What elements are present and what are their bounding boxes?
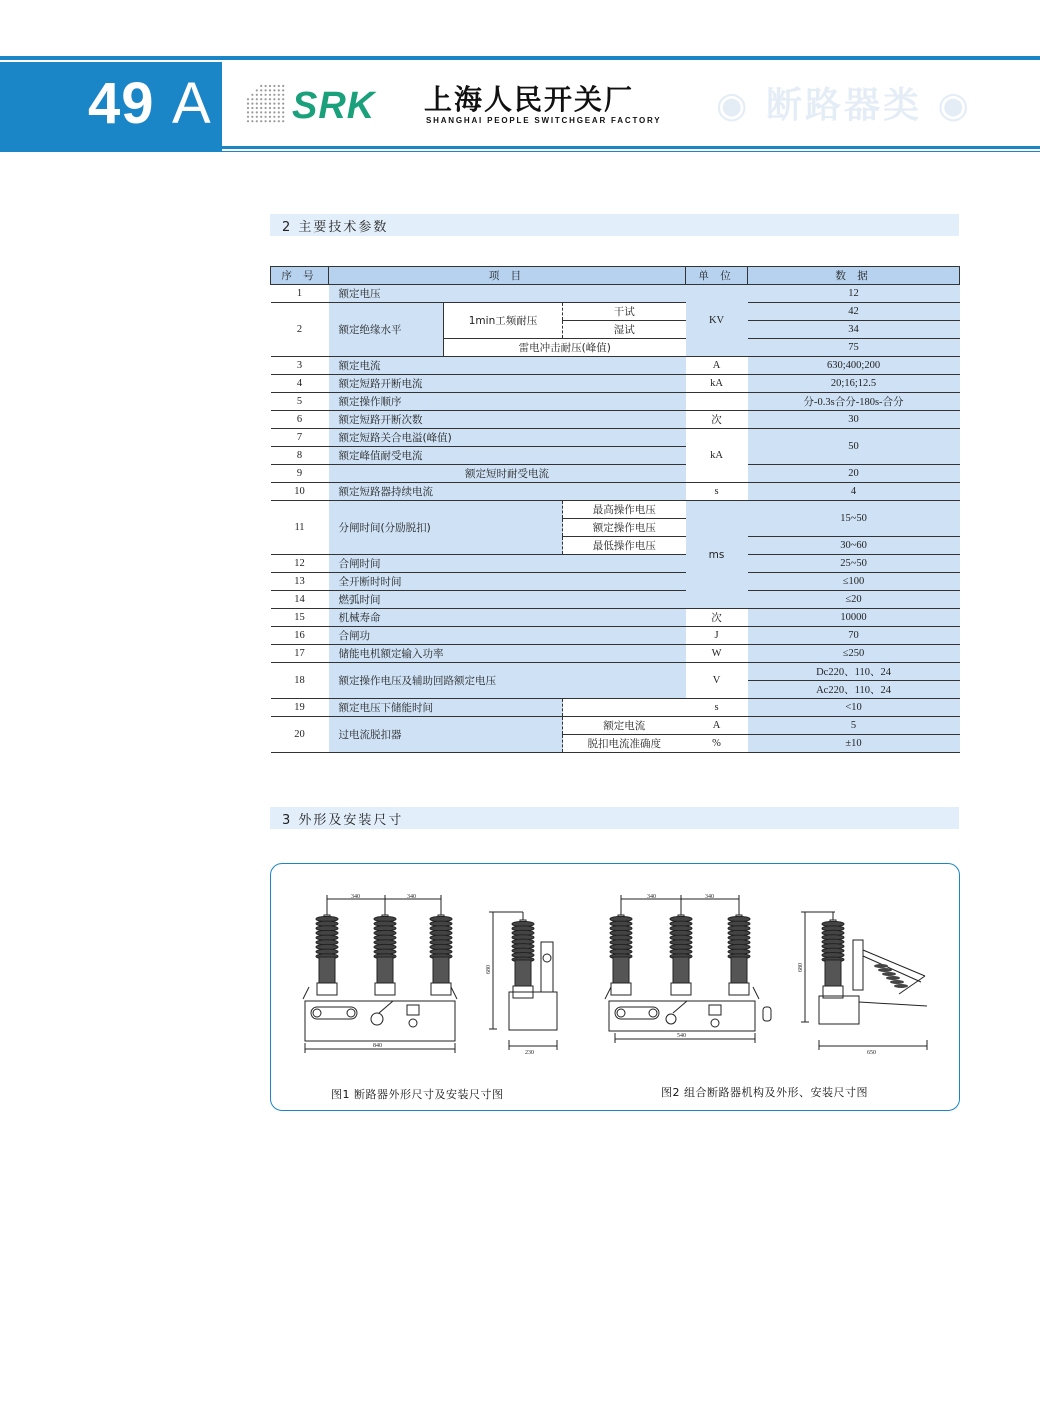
header-data: 数 据 xyxy=(748,267,960,285)
row-item: 额定短时耐受电流 xyxy=(329,465,686,483)
table-row xyxy=(271,663,960,681)
table-row xyxy=(271,375,960,393)
table-row xyxy=(271,411,960,429)
row-no: 16 xyxy=(271,627,329,645)
brand-logo: SRK xyxy=(292,85,376,127)
row-item: 合闸时间 xyxy=(329,555,686,573)
table-header-row xyxy=(271,267,960,285)
row-data: <10 xyxy=(748,699,960,717)
table-row xyxy=(271,555,960,573)
row-item: 额定短路器持续电流 xyxy=(329,483,686,501)
row-unit: A xyxy=(686,357,748,375)
row-subitem: 湿试 xyxy=(563,321,686,339)
figure-1-front-view xyxy=(301,889,471,1059)
row-data: 42 xyxy=(748,303,960,321)
row-data: 15~50 xyxy=(748,501,960,537)
row-unit: W xyxy=(686,645,748,663)
section-3-bar xyxy=(270,807,959,829)
row-unit: 次 xyxy=(686,609,748,627)
header-no: 序 号 xyxy=(271,267,329,285)
row-data: Dc220、110、24 xyxy=(748,663,960,681)
row-unit: kA xyxy=(686,375,748,393)
row-unit: J xyxy=(686,627,748,645)
row-item: 额定电流 xyxy=(329,357,686,375)
section-2-title: 2 主要技术参数 xyxy=(282,220,389,235)
row-subitem: 脱扣电流准确度 xyxy=(563,735,686,753)
row-subitem: 1min工频耐压 xyxy=(444,303,563,339)
row-item: 额定操作电压及辅助回路额定电压 xyxy=(329,663,686,699)
row-item: 额定绝缘水平 xyxy=(329,303,444,357)
row-unit: s xyxy=(686,483,748,501)
company-name-en: SHANGHAI PEOPLE SWITCHGEAR FACTORY xyxy=(426,116,662,125)
table-row xyxy=(271,393,960,411)
row-unit: s xyxy=(686,699,748,717)
fig2-dim-a: 340 xyxy=(647,894,656,900)
row-unit: KV xyxy=(686,285,748,357)
row-no: 14 xyxy=(271,591,329,609)
figure-1-side-view xyxy=(483,904,573,1059)
row-data: 630;400;200 xyxy=(748,357,960,375)
row-data: 34 xyxy=(748,321,960,339)
row-subitem: 最低操作电压 xyxy=(563,537,686,555)
table-row xyxy=(271,573,960,591)
row-unit: kA xyxy=(686,429,748,483)
row-no: 13 xyxy=(271,573,329,591)
table-row xyxy=(271,699,960,717)
row-subitem: 雷电冲击耐压(峰值) xyxy=(444,339,686,357)
row-subitem: 干试 xyxy=(563,303,686,321)
row-data: ≤20 xyxy=(748,591,960,609)
table-row xyxy=(271,465,960,483)
fig2-dim-height: 680 xyxy=(798,963,804,972)
row-no: 2 xyxy=(271,303,329,357)
table-row xyxy=(271,483,960,501)
row-no: 6 xyxy=(271,411,329,429)
row-item: 机械寿命 xyxy=(329,609,686,627)
figure-2-caption: 图2 组合断路器机构及外形、安装尺寸图 xyxy=(661,1086,868,1099)
table-row xyxy=(271,591,960,609)
table-row xyxy=(271,429,960,447)
row-no: 1 xyxy=(271,285,329,303)
fig2-dim-depth: 650 xyxy=(867,1050,876,1056)
row-no: 3 xyxy=(271,357,329,375)
table-row xyxy=(271,303,960,321)
figure-2-front-view xyxy=(601,889,781,1059)
row-item: 额定操作顺序 xyxy=(329,393,686,411)
fig1-dim-b: 340 xyxy=(407,894,416,900)
row-no: 10 xyxy=(271,483,329,501)
fig1-dim-depth: 230 xyxy=(525,1050,534,1056)
row-no: 8 xyxy=(271,447,329,465)
fig2-dim-width: 540 xyxy=(677,1033,686,1039)
row-subitem: 额定操作电压 xyxy=(563,519,686,537)
row-data: 12 xyxy=(748,285,960,303)
row-item: 额定短路开断电流 xyxy=(329,375,686,393)
row-no: 5 xyxy=(271,393,329,411)
row-data: 70 xyxy=(748,627,960,645)
row-subitem: 额定电流 xyxy=(563,717,686,735)
spec-table xyxy=(270,266,960,753)
figure-2-side-view xyxy=(799,904,949,1059)
table-row xyxy=(271,285,960,303)
row-data: ≤250 xyxy=(748,645,960,663)
row-unit: 次 xyxy=(686,411,748,429)
table-row xyxy=(271,357,960,375)
row-item: 过电流脱扣器 xyxy=(329,717,563,753)
row-no: 20 xyxy=(271,717,329,753)
page-suffix: A xyxy=(172,71,211,136)
table-row xyxy=(271,627,960,645)
fig2-dim-b: 340 xyxy=(705,894,714,900)
table-row xyxy=(271,501,960,519)
row-no: 15 xyxy=(271,609,329,627)
row-item: 全开断时时间 xyxy=(329,573,686,591)
row-no: 19 xyxy=(271,699,329,717)
brand-dots-icon xyxy=(246,84,286,124)
row-no: 4 xyxy=(271,375,329,393)
header-top-line xyxy=(0,56,1040,60)
row-item: 燃弧时间 xyxy=(329,591,686,609)
row-no: 18 xyxy=(271,663,329,699)
table-row xyxy=(271,645,960,663)
row-unit xyxy=(686,393,748,411)
row-data: ±10 xyxy=(748,735,960,753)
figure-box xyxy=(270,863,960,1111)
row-subitem: 最高操作电压 xyxy=(563,501,686,519)
row-data: 30~60 xyxy=(748,537,960,555)
section-3-title: 3 外形及安装尺寸 xyxy=(282,813,404,828)
row-data: 5 xyxy=(748,717,960,735)
row-unit: ms xyxy=(686,501,748,609)
section-2-bar xyxy=(270,214,959,236)
row-data: 30 xyxy=(748,411,960,429)
row-subitem xyxy=(563,699,686,717)
fig1-dim-width: 840 xyxy=(373,1043,382,1049)
row-data: 75 xyxy=(748,339,960,357)
row-data: 20 xyxy=(748,465,960,483)
row-data: 20;16;12.5 xyxy=(748,375,960,393)
row-item: 额定电压下储能时间 xyxy=(329,699,563,717)
row-item: 额定峰值耐受电流 xyxy=(329,447,686,465)
row-item: 额定电压 xyxy=(329,285,686,303)
row-item: 额定短路关合电溢(峰值) xyxy=(329,429,686,447)
row-item: 储能电机额定输入功率 xyxy=(329,645,686,663)
category-title: ◉ 断路器类 ◉ xyxy=(716,85,972,126)
row-no: 9 xyxy=(271,465,329,483)
row-unit: % xyxy=(686,735,748,753)
figure-1-caption: 图1 断路器外形尺寸及安装尺寸图 xyxy=(331,1088,504,1101)
row-item: 合闸功 xyxy=(329,627,686,645)
table-row xyxy=(271,609,960,627)
row-item: 额定短路开断次数 xyxy=(329,411,686,429)
row-data: 4 xyxy=(748,483,960,501)
fig1-dim-a: 340 xyxy=(351,894,360,900)
row-data: 25~50 xyxy=(748,555,960,573)
table-row xyxy=(271,717,960,735)
row-data: 分-0.3s合分-180s-合分 xyxy=(748,393,960,411)
company-name-cn: 上海人民开关厂 xyxy=(424,83,635,116)
row-no: 7 xyxy=(271,429,329,447)
row-data: Ac220、110、24 xyxy=(748,681,960,699)
row-no: 12 xyxy=(271,555,329,573)
row-data: 50 xyxy=(748,429,960,465)
row-data: 10000 xyxy=(748,609,960,627)
row-unit: V xyxy=(686,663,748,699)
page-number: 49 xyxy=(88,71,155,136)
header-item: 项 目 xyxy=(329,267,686,285)
row-no: 17 xyxy=(271,645,329,663)
header-unit: 单 位 xyxy=(686,267,748,285)
row-unit: A xyxy=(686,717,748,735)
row-data: ≤100 xyxy=(748,573,960,591)
fig1-dim-height: 680 xyxy=(486,965,492,974)
row-item: 分闸时间(分励脱扣) xyxy=(329,501,563,555)
row-no: 11 xyxy=(271,501,329,555)
